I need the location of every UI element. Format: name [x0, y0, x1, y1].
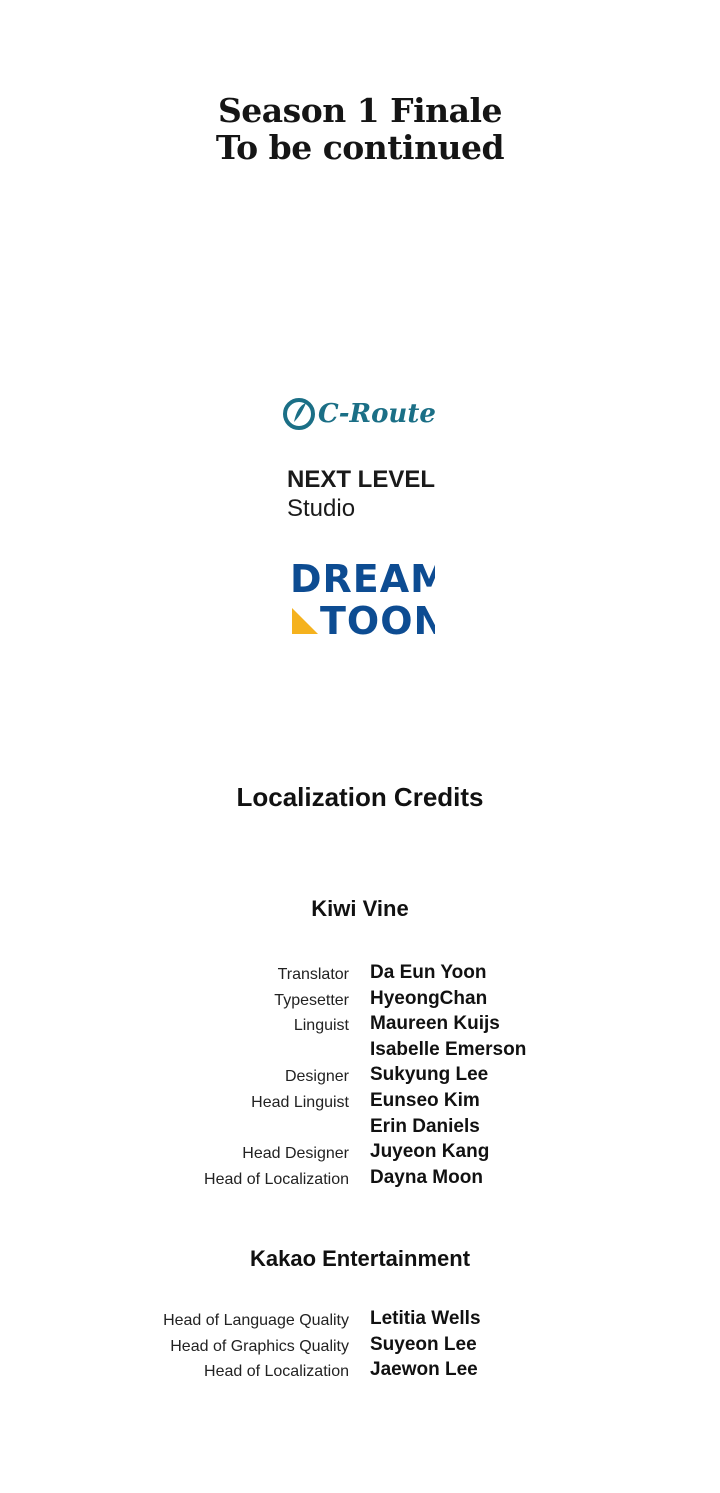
credit-row [0, 1039, 720, 1065]
credit-row [0, 1167, 720, 1193]
credit-name: Maureen Kuijs [370, 1013, 500, 1035]
croute-emblem-icon [282, 394, 442, 434]
localization-credits-title: Localization Credits [236, 782, 484, 812]
credit-row [0, 1308, 720, 1334]
kakao-entertainment-credits [0, 1308, 720, 1385]
credit-row [0, 1013, 720, 1039]
credit-name: Juyeon Kang [370, 1141, 490, 1163]
dreamtoon-logo [290, 558, 435, 640]
credit-role: Head of Localization [204, 1170, 349, 1188]
credit-row [0, 1116, 720, 1142]
credit-role: Designer [284, 1068, 349, 1086]
credit-role: Head Designer [242, 1145, 349, 1163]
credit-name: Da Eun Yoon [370, 962, 487, 983]
credit-name: Eunseo Kim [370, 1089, 480, 1111]
kakao-entertainment-heading: Kakao Entertainment [249, 1246, 471, 1271]
credit-role: Linguist [293, 1017, 349, 1035]
credit-name: Letitia Wells [370, 1308, 481, 1329]
kiwi-vine-credits [0, 962, 720, 1192]
credit-role: Head Linguist [251, 1093, 349, 1111]
credit-row [0, 962, 720, 988]
credit-name: Sukyung Lee [370, 1064, 489, 1086]
credit-row [0, 1064, 720, 1090]
credit-name: Erin Daniels [370, 1115, 480, 1137]
finale-line-2: To be continued [215, 128, 505, 167]
dream-text: DREAM [290, 558, 435, 601]
kiwi-vine-heading: Kiwi Vine [311, 896, 409, 921]
dreamtoon-mark [290, 558, 435, 640]
croute-wordmark: C-Route [318, 399, 436, 429]
next-level-studio-logo [287, 466, 435, 524]
credit-name: Isabelle Emerson [370, 1038, 527, 1060]
credit-role: Translator [277, 966, 349, 983]
credit-name: Dayna Moon [370, 1166, 483, 1188]
credit-role: Typesetter [274, 991, 349, 1009]
credit-name: Suyeon Lee [370, 1333, 477, 1355]
finale-text [0, 92, 720, 166]
credit-row [0, 1090, 720, 1116]
credit-row [0, 988, 720, 1014]
credit-row [0, 1359, 720, 1385]
credit-name: Jaewon Lee [370, 1359, 478, 1381]
next-level-subtitle: Studio [287, 495, 356, 522]
credit-role: Head of Localization [204, 1363, 349, 1381]
credit-row [0, 1334, 720, 1360]
credit-role: Head of Language Quality [163, 1312, 349, 1329]
credit-role: Head of Graphics Quality [170, 1337, 349, 1355]
dreamtoon-triangle-icon [292, 608, 318, 634]
next-level-title: NEXT LEVEL [287, 466, 436, 493]
toon-text: TOON [320, 599, 435, 640]
credit-name: HyeongChan [370, 987, 488, 1009]
croute-logo [282, 394, 442, 434]
finale-line-1: Season 1 Finale [217, 91, 503, 130]
credit-row [0, 1141, 720, 1167]
